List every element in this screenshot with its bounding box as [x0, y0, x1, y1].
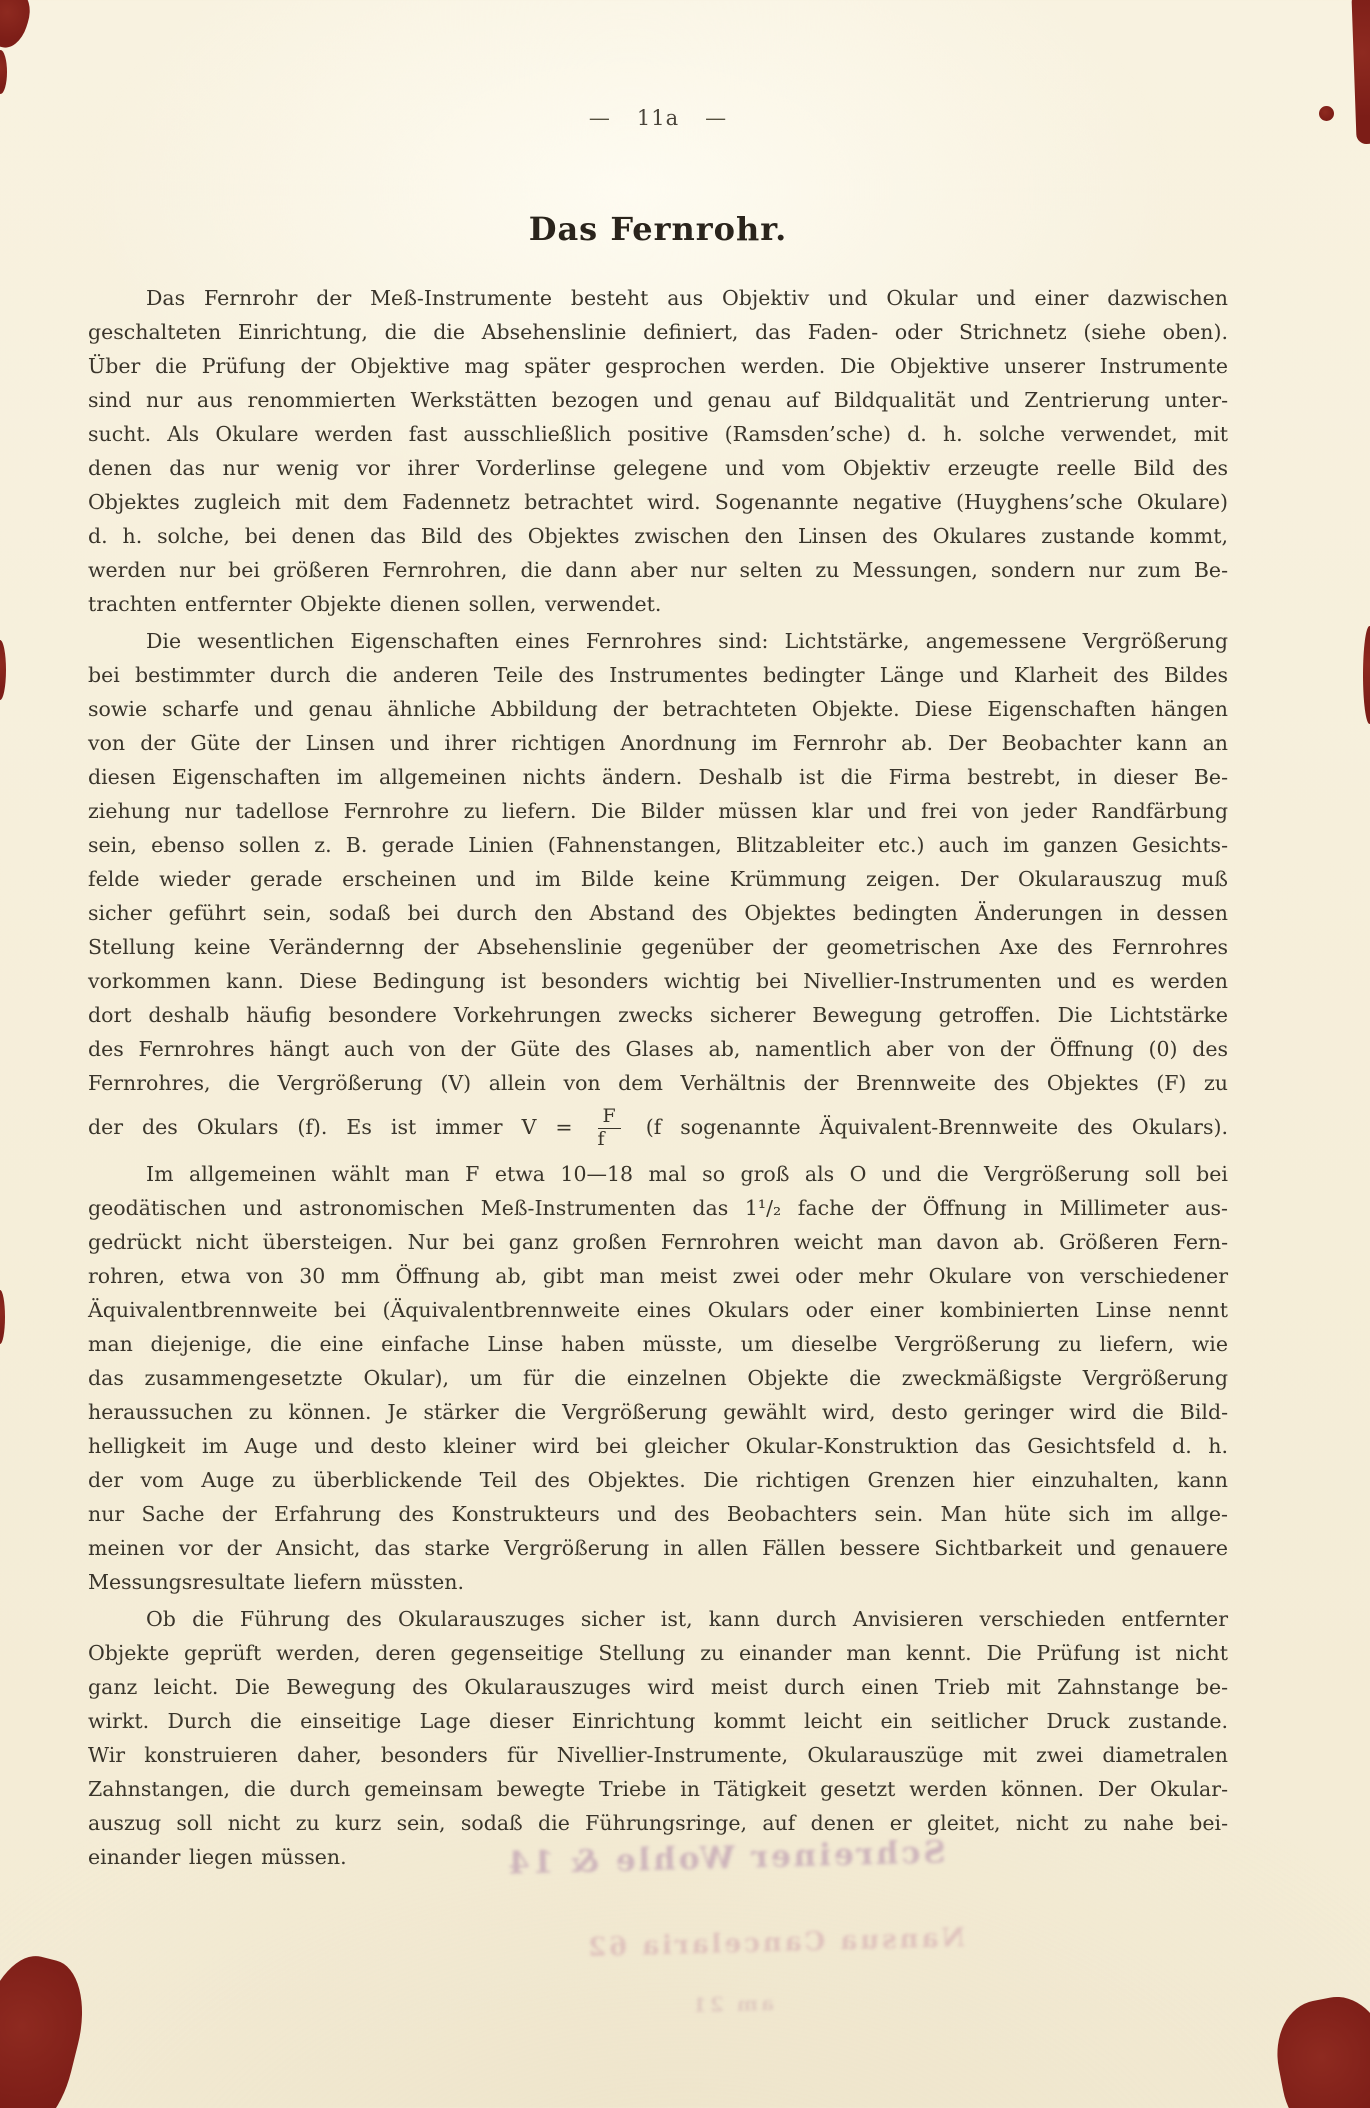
text-line: diesen Eigenschaften im allgemeinen nichts ändern. Deshalb ist die Firma bestrebt, in dieser Be- [88, 765, 1228, 789]
formula-text-before: der des Okulars (f). Es ist immer V = [88, 1115, 573, 1139]
ghost-stamp-bleedthrough: Nansua Cancelaria 62 [584, 1923, 966, 1963]
text-line: sind nur aus renommierten Werkstätten bezogen und genau auf Bildqualität und Zentrierung unter- [88, 388, 1228, 412]
text-line: werden nur bei größeren Fernrohren, die dann aber nur selten zu Messungen, sondern nur zum Be- [88, 558, 1228, 582]
fraction-numerator: F [598, 1107, 621, 1129]
scan-edge-mark [0, 50, 7, 94]
text-line: ziehung nur tadellose Fernrohre zu liefern. Die Bilder müssen klar und frei von jeder Randfärbung [88, 799, 1228, 823]
scan-edge-mark [1319, 106, 1334, 121]
scan-edge-mark [0, 640, 6, 700]
text-line: denen das nur wenig vor ihrer Vorderlinse gelegene und vom Objektiv erzeugte reelle Bild des [88, 456, 1228, 480]
paragraph [88, 1157, 1228, 1599]
scan-edge-mark [1351, 0, 1370, 144]
text-line: sicher geführt sein, sodaß bei durch den Abstand des Objektes bedingten Änderungen in dessen [88, 901, 1228, 925]
paragraph [88, 624, 1228, 1154]
header-left-dash: — [588, 106, 611, 130]
text-column [88, 281, 1228, 1877]
text-line: das zusammengesetzte Okular), um für die einzelnen Objekte die zweckmäßigste Vergrößerung [88, 1366, 1228, 1390]
text-line: des Fernrohres hängt auch von der Güte des Glases ab, namentlich aber von der Öffnung (0) des [88, 1037, 1228, 1061]
fraction-denominator: f [597, 1128, 605, 1150]
text-line: der vom Auge zu überblickende Teil des Objektes. Die richtigen Grenzen hier einzuhalten, kann [88, 1468, 1228, 1492]
text-line: meinen vor der Ansicht, das starke Vergrößerung in allen Fällen bessere Sichtbarkeit und genauere [88, 1536, 1228, 1560]
page-number: 11a [636, 106, 680, 130]
text-line: Ob die Führung des Okularauszuges sicher ist, kann durch Anvisieren verschieden entfernter [146, 1607, 1228, 1631]
text-line: Wir konstruieren daher, besonders für Nivellier-Instrumente, Okularauszüge mit zwei diametralen [88, 1743, 1228, 1767]
header-right-dash: — [705, 106, 728, 130]
text-line: nur Sache der Erfahrung des Konstrukteurs und des Beobachters sein. Man hüte sich im allge- [88, 1502, 1228, 1526]
formula-text-after: (f sogenannte Äquivalent-Brennweite des Okulars). [645, 1115, 1228, 1139]
text-line: Äquivalentbrennweite bei (Äquivalentbrennweite eines Okulars oder einer kombinierten Linse nennt [88, 1298, 1228, 1322]
text-line: geodätischen und astronomischen Meß-Instrumenten das 1¹/₂ fache der Öffnung in Millimeter aus- [88, 1196, 1228, 1220]
text-line: auszug soll nicht zu kurz sein, sodaß die Führungsringe, auf denen er gleitet, nicht zu nahe bei- [88, 1811, 1228, 1835]
text-line: sein, ebenso sollen z. B. gerade Linien (Fahnenstangen, Blitzableiter etc.) auch im ganzen Gesichts- [88, 833, 1228, 857]
text-line: Stellung keine Verändernng der Absehenslinie gegenüber der geometrischen Axe des Fernrohres [88, 935, 1228, 959]
ghost-stamp-bleedthrough: am 21 [689, 1990, 775, 2018]
text-line: trachten entfernter Objekte dienen sollen, verwendet. [88, 592, 662, 616]
text-line: sucht. Als Okulare werden fast ausschließlich positive (Ramsden’sche) d. h. solche verwendet, mit [88, 422, 1228, 446]
scan-edge-mark [0, 0, 36, 52]
text-line: sowie scharfe und genau ähnliche Abbildung der betrachteten Objekte. Diese Eigenschaften hängen [88, 697, 1228, 721]
ghost-stamp-bleedthrough: Schreiner Wohle & 14 [504, 1834, 947, 1882]
paragraph [88, 281, 1228, 621]
text-line: gedrückt nicht übersteigen. Nur bei ganz großen Fernrohren weicht man davon ab. Größeren Fern- [88, 1230, 1228, 1254]
text-line: felde wieder gerade erscheinen und im Bilde keine Krümmung zeigen. Der Okularauszug muß [88, 867, 1228, 891]
text-line: ganz leicht. Die Bewegung des Okularauszuges wird meist durch einen Trieb mit Zahnstange be- [88, 1675, 1228, 1699]
text-line: helligkeit im Auge und desto kleiner wird bei gleicher Okular-Konstruktion das Gesichtsfeld d. h. [88, 1434, 1228, 1458]
paragraph [88, 1602, 1228, 1874]
text-line: Messungsresultate liefern müssten. [88, 1570, 465, 1594]
fraction-F-over-f [598, 1107, 621, 1150]
text-line: bei bestimmter durch die anderen Teile des Instrumentes bedingter Länge und Klarheit des Bildes [88, 663, 1228, 687]
scan-edge-mark [0, 1947, 96, 2108]
page-title: Das Fernrohr. [528, 210, 788, 248]
text-line: einander liegen müssen. [88, 1845, 347, 1869]
text-line: wirkt. Durch die einseitige Lage dieser Einrichtung kommt leicht ein seitlicher Druck zustande. [88, 1709, 1228, 1733]
text-line: geschalteten Einrichtung, die die Absehenslinie definiert, das Faden- oder Strichnetz (siehe oben). [88, 320, 1228, 344]
text-line: Die wesentlichen Eigenschaften eines Fernrohres sind: Lichtstärke, angemessene Vergrößerung [146, 629, 1228, 653]
text-line: von der Güte der Linsen und ihrer richtigen Anordnung im Fernrohr ab. Der Beobachter kann an [88, 731, 1228, 755]
text-line: Im allgemeinen wählt man F etwa 10—18 mal so groß als O und die Vergrößerung soll bei [146, 1162, 1228, 1186]
text-line: heraussuchen zu können. Je stärker die Vergrößerung gewählt wird, desto geringer wird die Bild- [88, 1400, 1228, 1424]
scan-edge-mark [0, 1290, 5, 1344]
text-line: Fernrohres, die Vergrößerung (V) allein von dem Verhältnis der Brennweite des Objektes (F) zu [88, 1071, 1228, 1095]
text-line: dort deshalb häufig besondere Vorkehrungen zwecks sicherer Bewegung getroffen. Die Lichtstärke [88, 1003, 1228, 1027]
text-line: rohren, etwa von 30 mm Öffnung ab, gibt man meist zwei oder mehr Okulare von verschiedener [88, 1264, 1228, 1288]
scan-edge-mark [1363, 626, 1370, 724]
scan-edge-mark [1267, 1989, 1370, 2108]
text-line: Das Fernrohr der Meß-Instrumente besteht aus Objektiv und Okular und einer dazwischen [146, 286, 1228, 310]
text-line: Objektes zugleich mit dem Fadennetz betrachtet wird. Sogenannte negative (Huyghens’sche Okulare) [88, 490, 1228, 514]
text-line: vorkommen kann. Diese Bedingung ist besonders wichtig bei Nivellier-Instrumenten und es werden [88, 969, 1228, 993]
text-line: Über die Prüfung der Objektive mag später gesprochen werden. Die Objektive unserer Instrumente [88, 354, 1228, 378]
text-line: man diejenige, die eine einfache Linse haben müsste, um dieselbe Vergrößerung zu liefern, wie [88, 1332, 1228, 1356]
page-number-header [88, 106, 1228, 130]
text-line [88, 1100, 1228, 1154]
text-line: Zahnstangen, die durch gemeinsam bewegte Triebe in Tätigkeit gesetzt werden können. Der Okular- [88, 1777, 1228, 1801]
text-line: Objekte geprüft werden, deren gegenseitige Stellung zu einander man kennt. Die Prüfung ist nicht [88, 1641, 1228, 1665]
text-line: d. h. solche, bei denen das Bild des Objektes zwischen den Linsen des Okulares zustande kommt, [88, 524, 1228, 548]
